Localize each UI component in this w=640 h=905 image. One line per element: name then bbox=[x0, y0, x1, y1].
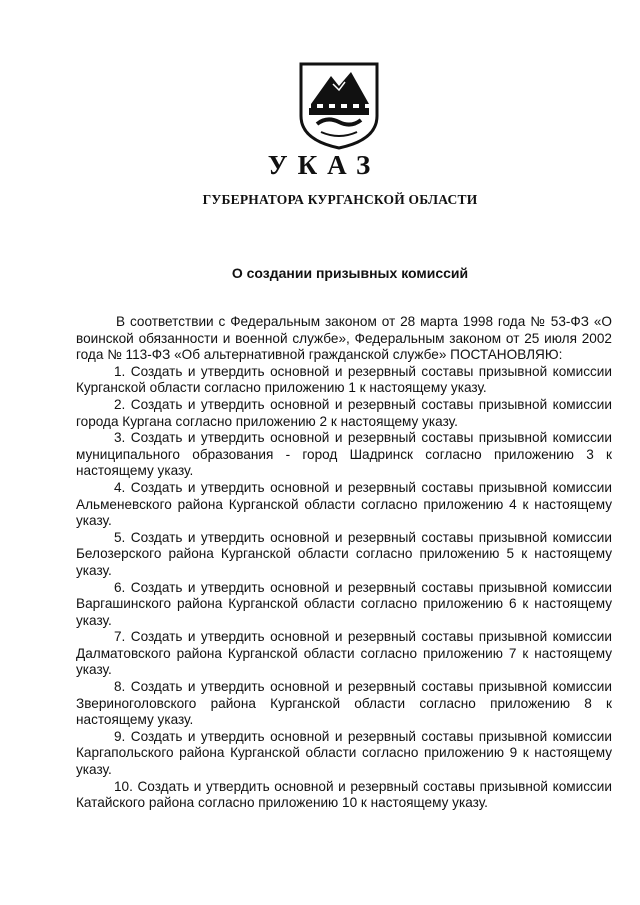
decree-item: 3. Создать и утвердить основной и резервный составы призывной комиссии муниципального образования - город Шадринск согласно приложению 3 к настоящему указу. bbox=[76, 430, 612, 479]
decree-item: 7. Создать и утвердить основной и резервный составы призывной комиссии Далматовского района Курганской области согласно приложению 7 к настоящему указу. bbox=[76, 629, 612, 678]
decree-item: 4. Создать и утвердить основной и резервный составы призывной комиссии Альменевского района Курганской области согласно приложению 4 к настоящему указу. bbox=[76, 479, 612, 529]
decree-item: 9. Создать и утвердить основной и резервный составы призывной комиссии Каргапольского района Курганской области согласно приложению 9 к настоящему указу. bbox=[76, 728, 612, 778]
decree-item: 1. Создать и утвердить основной и резервный составы призывной комиссии Курганской области согласно приложению 1 к настоящему указу. bbox=[76, 363, 612, 396]
decree-item: 6. Создать и утвердить основной и резервный составы призывной комиссии Варгашинского района Курганской области согласно приложению 6 к настоящему указу. bbox=[76, 579, 612, 628]
decree-item: 5. Создать и утвердить основной и резервный составы призывной комиссии Белозерского района Курганской области согласно приложению 5 к настоящему указу. bbox=[76, 529, 612, 578]
decree-subtitle: ГУБЕРНАТОРА КУРГАНСКОЙ ОБЛАСТИ bbox=[202, 192, 478, 207]
decree-heading: О создании призывных комиссий bbox=[231, 265, 469, 281]
decree-item: 2. Создать и утвердить основной и резервный составы призывной комиссии города Кургана согласно приложению 2 к настоящему указу. bbox=[76, 396, 612, 429]
decree-title: УКАЗ bbox=[267, 150, 381, 180]
decree-item: 8. Создать и утвердить основной и резервный составы призывной комиссии Звериноголовского района Курганской области согласно приложению 8 к настоящему указу. bbox=[76, 679, 612, 728]
preamble-paragraph: В соответствии с Федеральным законом от 28 марта 1998 года № 53-ФЗ «О воинской обязанности и военной службе», Федеральным законом от 25 июля 2002 года № 113-ФЗ «Об альтернативной гражданской службе» ПОСТАНОВЛЯЮ: bbox=[76, 314, 612, 363]
decree-body bbox=[76, 314, 612, 812]
coat-of-arms-icon bbox=[293, 58, 385, 150]
decree-item: 10. Создать и утвердить основной и резервный составы призывной комиссии Катайского района согласно приложению 10 к настоящему указу. bbox=[76, 778, 612, 811]
